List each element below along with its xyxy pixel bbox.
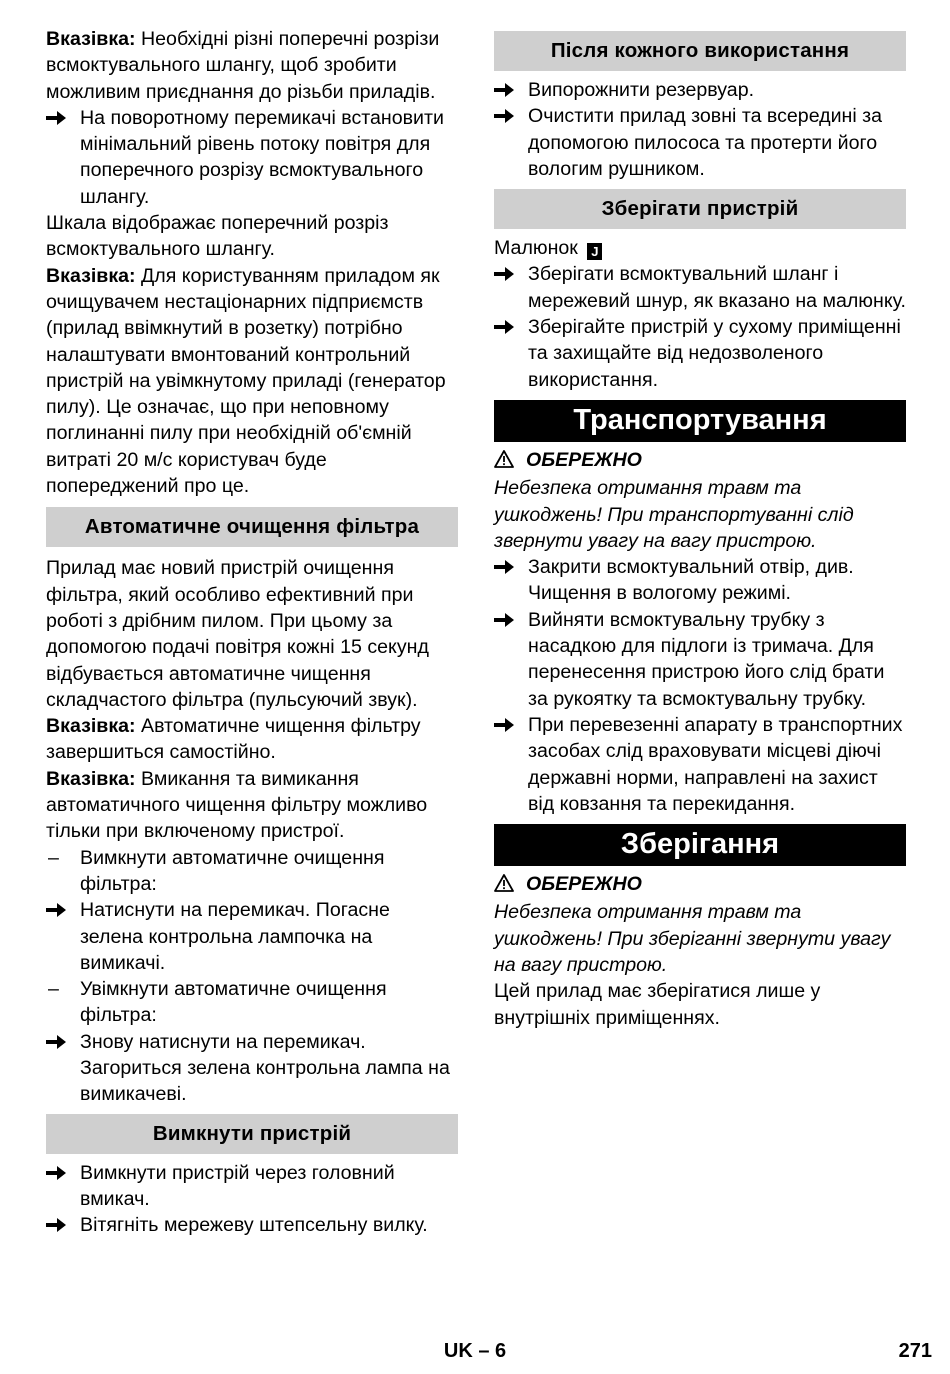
step-vehicle-transport <box>494 712 906 817</box>
arrow-right-icon <box>46 1212 76 1239</box>
dash-marker: – <box>48 846 59 869</box>
dash-text: Вимкнути автоматичне очищення фільтра: <box>80 846 385 895</box>
note-label: Вказівка: <box>46 28 136 50</box>
arrow-right-icon <box>494 712 524 739</box>
step-text: При перевезенні апарату в транспортних засобах слід враховувати місцеві діючі державні норми, направлені на захист від ковзання та перекидання. <box>528 713 903 815</box>
section-heading-store-device: Зберігати пристрій <box>494 189 906 229</box>
arrow-right-icon <box>494 607 524 634</box>
page-footer-lang: UK – 6 <box>443 1340 507 1362</box>
note-label: Вказівка: <box>46 767 136 790</box>
warning-text: Небезпека отримання травм та ушкоджень! При транспортуванні слід звернути увагу на вагу пристрою. <box>494 477 854 552</box>
note-cross-sections <box>46 26 458 105</box>
storage-description: Цей прилад має зберігатися лише у внутрішніх приміщеннях. <box>494 980 821 1029</box>
arrow-right-icon <box>46 897 76 924</box>
scale-description: Шкала відображає поперечний розріз всмоктувального шлангу. <box>46 212 389 261</box>
step-text: Вийняти всмоктувальну трубку з насадкою для підлоги із тримача. Для перенесення пристрою його слід брати за рукоятку та всмоктувальну трубку. <box>528 608 885 710</box>
right-column <box>494 31 906 1031</box>
section-heading-switch-off: Вимкнути пристрій <box>46 1114 458 1154</box>
note-auto-clean-toggle <box>46 766 458 845</box>
note-label: Вказівка: <box>46 715 136 738</box>
step-set-airflow <box>46 105 458 210</box>
step-store-dry <box>494 314 906 393</box>
note-label: Вказівка: <box>46 264 136 287</box>
arrow-right-icon <box>494 103 524 130</box>
note-text: Необхідні різні поперечні розрізи всмоктувального шлангу, щоб зробити можливим приєднання до різьби приладів. <box>46 28 440 103</box>
dash-marker: – <box>48 978 59 1001</box>
section-heading-transport: Транспортування <box>494 400 906 442</box>
step-press-switch-on <box>46 1029 458 1108</box>
step-text: Вимкнути пристрій через головний вмикач. <box>80 1161 395 1210</box>
warning-label: ОБЕРЕЖНО <box>526 448 642 471</box>
section-heading-auto-clean: Автоматичне очищення фільтра <box>46 507 458 547</box>
figure-badge: J <box>587 243 602 260</box>
dash-item-disable <box>46 845 458 898</box>
section-heading-storage: Зберігання <box>494 824 906 866</box>
arrow-right-icon <box>494 261 524 288</box>
step-text: Натиснути на перемикач. Погасне зелена контрольна лампочка на вимикачі. <box>80 899 390 974</box>
step-unplug <box>46 1212 458 1238</box>
note-text: Автоматичне чищення фільтру завершиться самостійно. <box>46 715 421 764</box>
step-main-switch <box>46 1160 458 1213</box>
note-text: Вмикання та вимикання автоматичного чищення фільтру можливо тільки при включеному пристрої. <box>46 767 428 843</box>
step-text: Вітягніть мережеву штепсельну вилку. <box>80 1214 428 1237</box>
note-auto-clean-ends <box>46 713 458 766</box>
step-remove-tube <box>494 607 906 712</box>
left-column <box>46 26 458 1238</box>
warning-title <box>494 871 906 899</box>
step-clean-device <box>494 103 906 182</box>
figure-label: Малюнок <box>494 237 578 260</box>
note-text: Для користуванням приладом як очищувачем нестаціонарних підприємств (прилад ввімкнутий в розетку) потрібно налаштувати вмонтований контрольний пристрій на увімкнутому приладі (генератор пилу). Це означає, що при неповному поглинанні пилу при необхідній об'ємній витраті 20 м/с користувач буде попереджений про це. <box>46 264 446 498</box>
warning-text: Небезпека отримання травм та ушкоджень! При зберіганні звернути увагу на вагу пристрою. <box>494 901 891 977</box>
step-text: Зберігайте пристрій у сухому приміщенні та захищайте від недозволеного використання. <box>528 316 901 391</box>
step-press-switch-off <box>46 897 458 976</box>
arrow-right-icon <box>494 77 524 104</box>
section-heading-after-use: Після кожного використання <box>494 31 906 71</box>
step-close-suction <box>494 554 906 607</box>
arrow-right-icon <box>494 314 524 341</box>
auto-clean-description: Прилад має новий пристрій очищення фільтра, який особливо ефективний при роботі з дрібним пилом. При цьому за допомогою подачі повітря кожні 15 секунд відбувається автоматичне чищення складчастого фільтра (пульсуючий звук). <box>46 557 429 711</box>
step-text: Закрити всмоктувальний отвір, див. Чищення в вологому режимі. <box>528 556 854 605</box>
dash-item-enable <box>46 976 458 1029</box>
arrow-right-icon <box>46 1160 76 1187</box>
page-number: 271 <box>898 1340 932 1362</box>
warning-triangle-icon <box>494 873 514 899</box>
step-text: Випорожнити резервуар. <box>528 79 755 101</box>
arrow-right-icon <box>46 1029 76 1056</box>
figure-reference <box>494 235 906 261</box>
step-store-hose <box>494 261 906 314</box>
step-text: На поворотному перемикачі встановити мінімальний рівень потоку повітря для поперечного розрізу всмоктувального шлангу. <box>80 106 444 208</box>
warning-triangle-icon <box>494 449 514 475</box>
step-text: Очистити прилад зовні та всередині за допомогою пилососа та протерти його вологим рушником. <box>528 105 883 180</box>
arrow-right-icon <box>494 554 524 581</box>
warning-title <box>494 447 906 475</box>
note-dust-generator <box>46 263 458 500</box>
dash-text: Увімкнути автоматичне очищення фільтра: <box>80 978 387 1027</box>
arrow-right-icon <box>46 105 76 132</box>
warning-label: ОБЕРЕЖНО <box>526 873 642 896</box>
step-text: Знову натиснути на перемикач. Загориться зелена контрольна лампа на вимикачеві. <box>80 1030 450 1106</box>
step-text: Зберігати всмоктувальний шланг і мережевий шнур, як вказано на малюнку. <box>528 263 906 312</box>
step-empty-tank <box>494 77 906 103</box>
